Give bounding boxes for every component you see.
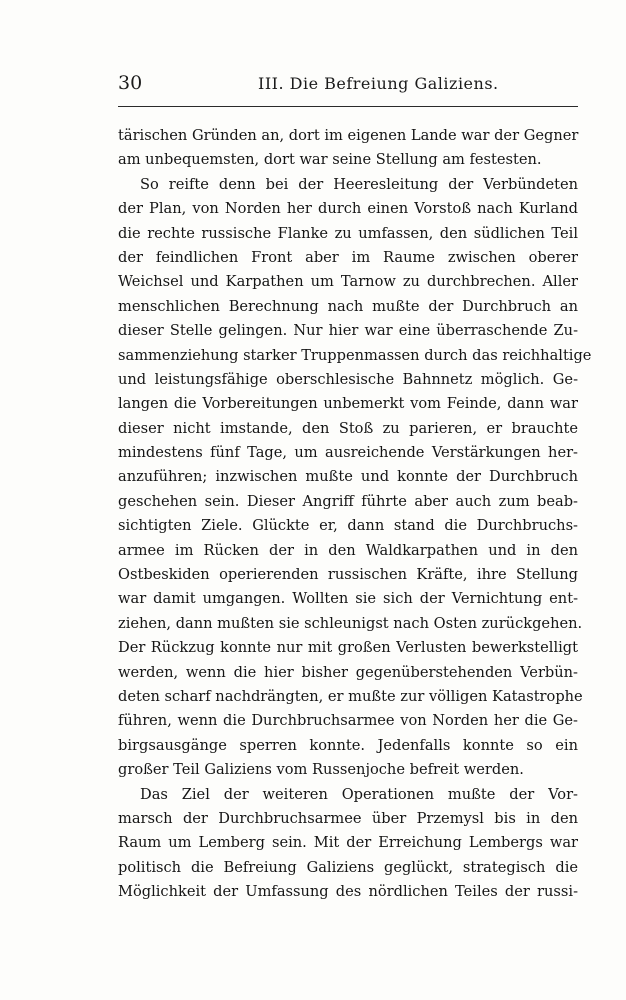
text-line: und leistungsfähige oberschlesische Bahnnetz möglich. Ge-	[118, 370, 578, 388]
text-line: führen, wenn die Durchbruchsarmee von Norden her die Ge-	[118, 712, 578, 730]
text-line: der feindlichen Front aber im Raume zwischen oberer	[118, 248, 578, 266]
text-line: geschehen sein. Dieser Angriff führte aber auch zum beab-	[118, 492, 578, 510]
text-line: tärischen Gründen an, dort im eigenen Lande war der Gegner	[118, 127, 579, 144]
text-line: marsch der Durchbruchsarmee über Przemysl bis in den	[118, 809, 578, 827]
text-line: Raum um Lemberg sein. Mit der Erreichung Lembergs war	[118, 834, 578, 852]
text-line: die rechte russische Flanke zu umfassen, den südlichen Teil	[118, 224, 578, 242]
text-line: Weichsel und Karpathen um Tarnow zu durchbrechen. Aller	[118, 273, 578, 291]
text-line: werden, wenn die hier bisher gegenüberstehenden Verbün-	[118, 663, 578, 681]
text-line: langen die Vorbereitungen unbemerkt vom Feinde, dann war	[118, 395, 578, 413]
header-rule	[118, 106, 578, 107]
text-line: Der Rückzug konnte nur mit großen Verlusten bewerkstelligt	[118, 639, 578, 657]
text-line: birgsausgänge sperren konnte. Jedenfalls konnte so ein	[118, 736, 578, 754]
text-line: Das Ziel der weiteren Operationen mußte der Vor-	[140, 785, 578, 803]
text-line: dieser nicht imstande, den Stoß zu parieren, er brauchte	[118, 419, 578, 437]
text-line: war damit umgangen. Wollten sie sich der Vernichtung ent-	[118, 590, 578, 608]
text-line: anzuführen; inzwischen mußte und konnte der Durchbruch	[118, 468, 578, 486]
running-head	[118, 70, 578, 104]
page-number: 30	[118, 72, 143, 94]
text-line: mindestens fünf Tage, um ausreichende Verstärkungen her-	[118, 444, 578, 462]
text-line: Ostbeskiden operierenden russischen Kräfte, ihre Stellung	[118, 566, 578, 584]
text-line: sichtigten Ziele. Glückte er, dann stand die Durchbruchs-	[118, 517, 578, 535]
text-line: ziehen, dann mußten sie schleunigst nach Osten zurückgehen.	[118, 614, 583, 632]
text-line: großer Teil Galiziens vom Russenjoche befreit werden.	[118, 761, 524, 779]
text-line: armee im Rücken der in den Waldkarpathen und in den	[118, 541, 578, 559]
text-line: politisch die Befreiung Galiziens geglückt, strategisch die	[118, 858, 578, 876]
body-text	[118, 124, 592, 905]
text-line: dieser Stelle gelingen. Nur hier war eine überraschende Zu-	[118, 322, 578, 340]
text-line: menschlichen Berechnung nach mußte der Durchbruch an	[118, 297, 578, 315]
text-line: sammenziehung starker Truppenmassen durch das reichhaltige	[118, 346, 592, 364]
text-line: So reifte denn bei der Heeresleitung der Verbündeten	[140, 175, 578, 193]
chapter-title: III. Die Befreiung Galiziens.	[258, 74, 499, 93]
text-line: der Plan, von Norden her durch einen Vorstoß nach Kurland	[118, 200, 578, 218]
text-line: deten scharf nachdrängten, er mußte zur völligen Katastrophe	[118, 687, 583, 705]
text-line: Möglichkeit der Umfassung des nördlichen Teiles der russi-	[118, 883, 578, 901]
text-line: am unbequemsten, dort war seine Stellung am festesten.	[118, 151, 542, 169]
